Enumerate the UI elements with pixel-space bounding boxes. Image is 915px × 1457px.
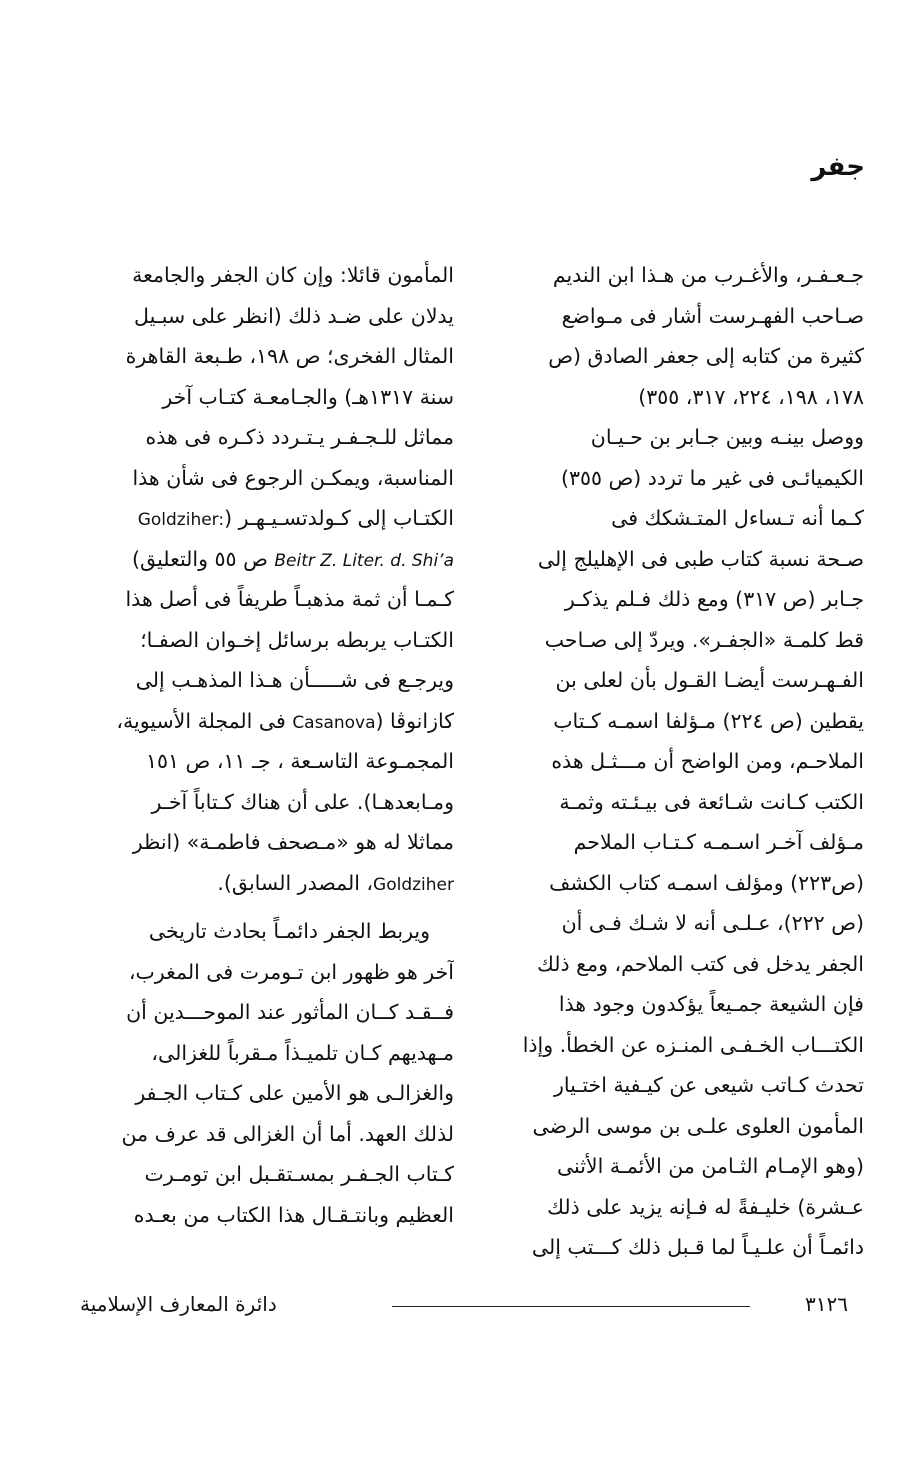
text-line: المأمون العلوى علـى بن موسى الرضى xyxy=(532,1113,864,1138)
text-line: كـما أنه تـساءل المتـشكك فى xyxy=(611,506,864,530)
text-line-mixed xyxy=(82,701,454,742)
text-line: جـعـفـر، والأغـرب من هـذا ابن النديم xyxy=(552,263,864,287)
text-line: يدلان على ضـد ذلك (انظر على سبـيل xyxy=(134,303,454,328)
text-line: والغزالـى هو الأمين على كـتاب الجـفر xyxy=(135,1081,454,1105)
text-line: الفـهـرست أيضـا القـول بأن لعلى بن xyxy=(555,668,864,692)
text-line: كثيرة من كتابه إلى جعفر الصادق (ص xyxy=(548,344,864,368)
text-line-mixed xyxy=(82,539,454,580)
latin-fragment: Beitr Z. Liter. d. Shi’a xyxy=(274,550,454,571)
arabic-fragment: كازانوڤا ( xyxy=(375,708,454,733)
arabic-fragment: ص ٥٥ والتعليق) xyxy=(132,546,275,571)
text-line: دائمـاً أن علـيـاً لما قـبل ذلك كـــتب إلى xyxy=(531,1235,864,1259)
text-line: (ص ٢٢٢)، عـلـى أنه لا شـك فـى أن xyxy=(561,911,864,935)
text-line: عـشرة) خليـفةً له فـإنه يزيد على ذلك xyxy=(547,1194,864,1219)
latin-fragment: Goldziher xyxy=(373,874,454,895)
text-line: الملاحـم، ومن الواضح أن مـــثـل هذه xyxy=(551,749,864,773)
text-line: فــقـد كــان المأثور عند الموحـــدين أن xyxy=(126,1000,454,1024)
text-line: مـؤلف آخـر اسـمـه كـتـاب الملاحم xyxy=(573,830,864,854)
paragraph-gap xyxy=(82,903,454,911)
text-line: المأمون قائلا: وإن كان الجفر والجامعة xyxy=(132,263,454,287)
text-line: مماثل للـجـفـر يـتـردد ذكـره فى هذه xyxy=(145,425,454,449)
text-line: الكتـــاب الخـفـى المنـزه عن الخطأ. وإذا xyxy=(522,1032,864,1057)
running-head: جفر xyxy=(811,152,865,182)
text-line: صـاحب الفهـرست أشار فى مـواضع xyxy=(561,303,864,328)
journal-title: دائرة المعارف الإسلامية xyxy=(80,1292,277,1316)
text-line: لذلك العهد. أما أن الغزالى قد عرف من xyxy=(121,1121,454,1146)
latin-fragment: Goldziher: xyxy=(137,510,225,530)
footer-rule xyxy=(392,1306,750,1307)
text-line: تحدث كـاتب شيعى عن كيـفية اختـيار xyxy=(554,1073,864,1097)
text-line: ومـابعدهـا). على أن هناك كـتاباً آخـر xyxy=(151,789,454,814)
text-line: كـتاب الجـفـر بمسـتقـبل ابن تومـرت xyxy=(144,1162,454,1186)
text-line: مماثلا له هو «مـصحف فاطمـة» (انظر xyxy=(132,830,454,854)
text-line: سنة ١٣١٧هـ) والجـامعـة كتـاب آخر xyxy=(162,384,454,409)
text-line: فإن الشيعة جمـيعاً يؤكدون وجود هذا xyxy=(558,992,864,1016)
arabic-fragment: فى المجلة الأسيوية، xyxy=(116,708,293,733)
text-line: آخر هو ظهور ابن تـومرت فى المغرب، xyxy=(128,959,454,984)
text-line: المجمـوعة التاسـعة ، جـ ١١، ص ١٥١ xyxy=(145,749,454,773)
text-line: (ص٢٢٣) ومؤلف اسمـه كتاب الكشف xyxy=(549,870,864,895)
text-line: الكتـاب يربطه برسائل إخـوان الصفـا؛ xyxy=(140,627,454,652)
latin-fragment: Casanova xyxy=(292,712,376,733)
arabic-fragment: ، المصدر السابق). xyxy=(217,870,374,895)
text-line: كـمـا أن ثمة مذهبـاً طريفاً فى أصل هذا xyxy=(125,587,454,611)
text-line: الكيميائـى فى غير ما تردد (ص ٣٥٥) xyxy=(560,465,864,490)
text-line: ووصل بينـه وبين جـابر بن حـيـان xyxy=(590,425,864,449)
text-line: (وهو الإمـام الثـامن من الأئمـة الأثنى xyxy=(556,1154,864,1178)
text-line: قط كلمـة «الجفـر». ويردّ إلى صـاحب xyxy=(544,627,864,652)
page-number: ٣١٢٦ xyxy=(805,1292,848,1316)
arabic-fragment: الكتـاب إلى كـولدتسـيـهـر ( xyxy=(224,506,454,530)
text-line-mixed xyxy=(82,863,454,904)
text-line: يقطين (ص ٢٢٤) مـؤلفا اسمـه كـتاب xyxy=(553,708,864,733)
page-footer xyxy=(80,1292,860,1322)
text-line: جـابر (ص ٣١٧) ومع ذلك فـلم يذكـر xyxy=(564,587,864,611)
text-line: مـهديهم كـان تلميـذاً مـقرباً للغزالى، xyxy=(151,1040,454,1065)
text-line: المناسبة، ويمكـن الرجوع فى شأن هذا xyxy=(132,465,454,490)
text-line: الجفر يدخل فى كتب الملاحم، ومع ذلك xyxy=(537,951,864,976)
text-line: المثال الفخرى؛ ص ١٩٨، طـبعة القاهرة xyxy=(125,344,454,368)
right-column xyxy=(492,255,864,1268)
text-line: ويربط الجفر دائمـاً بحادث تاريخى xyxy=(148,919,430,943)
text-line: صـحة نسبة كتاب طبى فى الإهليلج إلى xyxy=(537,546,864,571)
text-line: ١٧٨، ١٩٨، ٢٢٤، ٣١٧، ٣٥٥) xyxy=(638,384,864,409)
text-line: العظيم وبانتـقـال هذا الكتاب من بعـده xyxy=(133,1202,454,1227)
text-line: الكتب كـانت شـائعة فى بيـئـته وثمـة xyxy=(559,789,864,814)
text-line-mixed xyxy=(82,498,454,539)
text-line: ويرجـع فى شـــــأن هـذا المذهـب إلى xyxy=(135,668,454,692)
left-column xyxy=(82,255,454,1235)
